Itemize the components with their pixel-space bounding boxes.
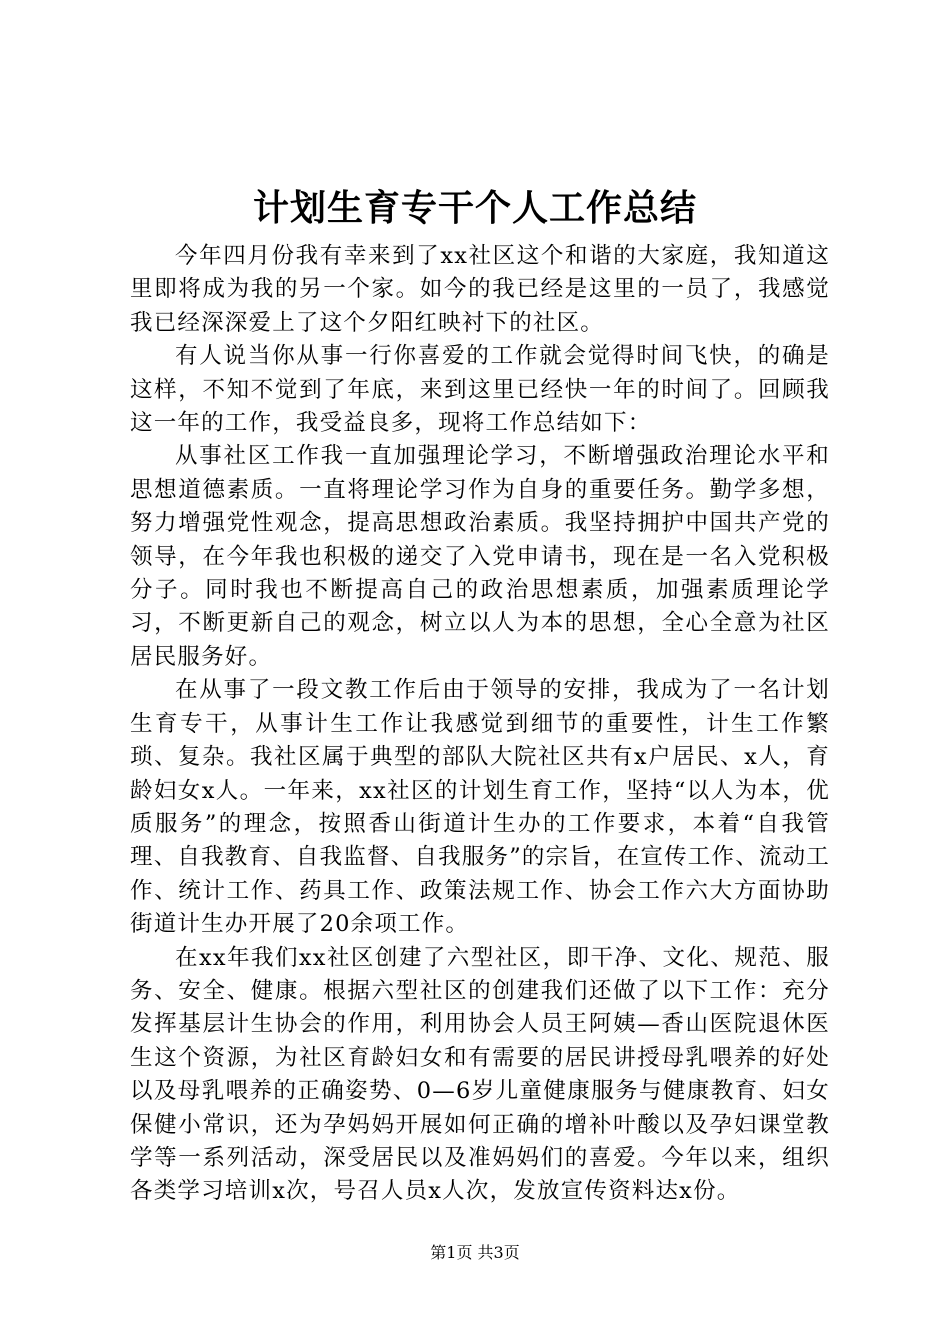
page-indicator: 第1页 共3页 bbox=[430, 1243, 520, 1262]
document-body bbox=[130, 240, 830, 1209]
paragraph-4: 在从事了一段文教工作后由于领导的安排，我成为了一名计划生育专干，从事计生工作让我感觉到细节的重要性，计生工作繁琐、复杂。我社区属于典型的部队大院社区共有x户居民、x人，育龄妇女x人。一年来，xx社区的计划生育工作，坚持“以人为本，优质服务”的理念，按照香山街道计生办的工作要求，本着“自我管理、自我教育、自我监督、自我服务”的宗旨，在宣传工作、流动工作、统计工作、药具工作、政策法规工作、协会工作六大方面协助街道计生办开展了20余项工作。 bbox=[130, 677, 831, 938]
paragraph-3: 从事社区工作我一直加强理论学习，不断增强政治理论水平和思想道德素质。一直将理论学习作为自身的重要任务。勤学多想，努力增强党性观念，提高思想政治素质。我坚持拥护中国共产党的领导，在今年我也积极的递交了入党申请书，现在是一名入党积极分子。同时我也不断提高自己的政治思想素质，加强素质理论学习，不断更新自己的观念，树立以人为本的思想，全心全意为社区居民服务好。 bbox=[130, 443, 830, 670]
paragraph-5: 在xx年我们xx社区创建了六型社区，即干净、文化、规范、服务、安全、健康。根据六型社区的创建我们还做了以下工作：充分发挥基层计生协会的作用，利用协会人员王阿姨—香山医院退休医生这个资源，为社区育龄妇女和有需要的居民讲授母乳喂养的好处以及母乳喂养的正确姿势、0—6岁儿童健康服务与健康教育、妇女保健小常识，还为孕妈妈开展如何正确的增补叶酸以及孕妇课堂教学等一系列活动，深受居民以及准妈妈们的喜爱。今年以来，组织各类学习培训x次，号召人员x人次，发放宣传资料达x份。 bbox=[130, 944, 830, 1205]
paragraph-2: 有人说当你从事一行你喜爱的工作就会觉得时间飞快，的确是这样，不知不觉到了年底，来到这里已经快一年的时间了。回顾我这一年的工作，我受益良多，现将工作总结如下： bbox=[130, 343, 830, 437]
paragraph-1: 今年四月份我有幸来到了xx社区这个和谐的大家庭，我知道这里即将成为我的另一个家。如今的我已经是这里的一员了，我感觉我已经深深爱上了这个夕阳红映衬下的社区。 bbox=[130, 243, 830, 336]
document-title: 计划生育专干个人工作总结 bbox=[252, 187, 697, 229]
page-footer bbox=[0, 1241, 950, 1265]
